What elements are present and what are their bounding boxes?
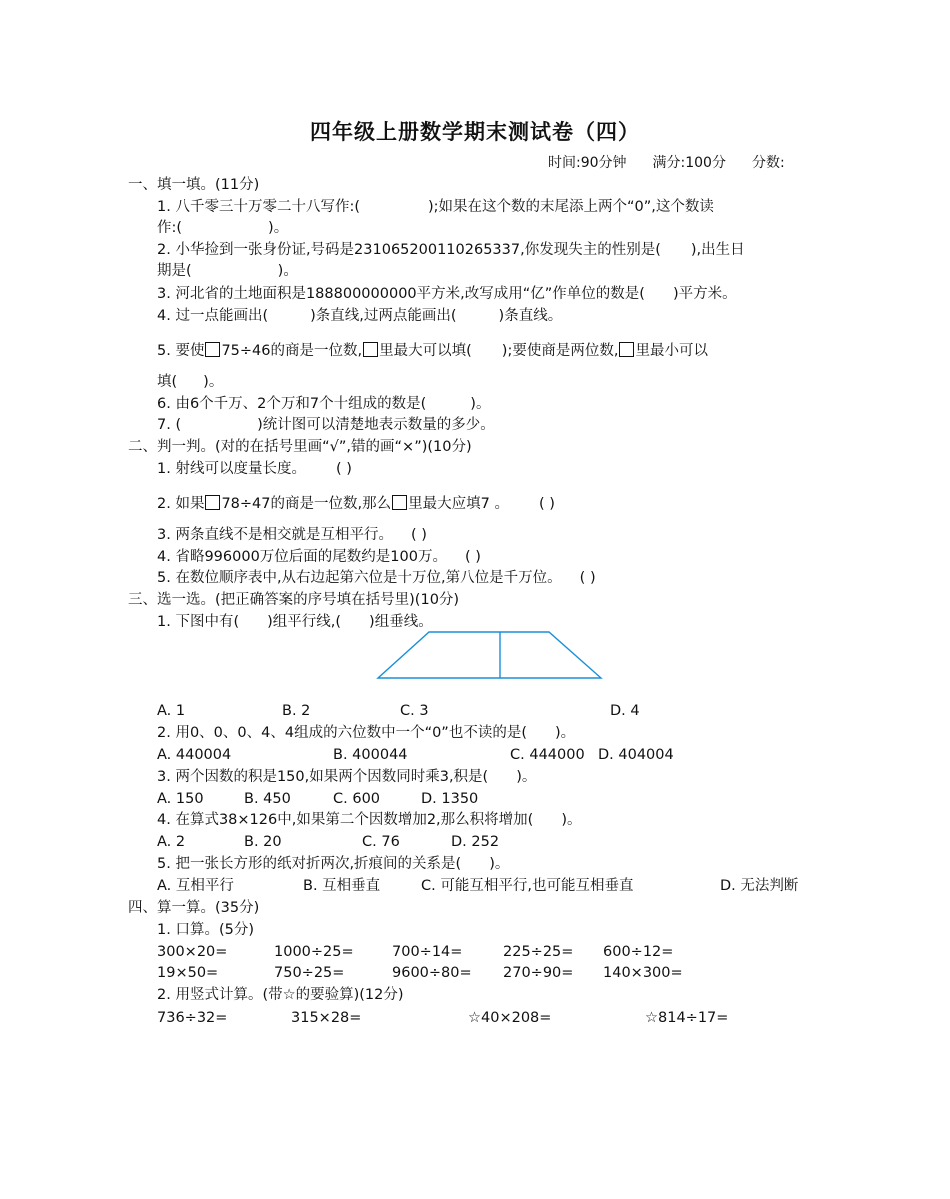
s3-q4-option-a[interactable]: A. 2 bbox=[157, 834, 186, 850]
s3-q2: 2. 用0、0、0、4、4组成的六位数中一个“0”也不读的是( )。 bbox=[157, 725, 576, 741]
mental-calc-item[interactable]: 300×20= bbox=[157, 944, 228, 960]
written-calc-item[interactable]: ☆814÷17= bbox=[645, 1010, 729, 1026]
s3-q4-option-b[interactable]: B. 20 bbox=[244, 834, 282, 850]
s1-q5-line1: 5. 要使 75÷46的商是一位数, 里最大可以填( );要使商是两位数, 里最小可以 bbox=[157, 343, 708, 359]
s3-q2-option-b[interactable]: B. 400044 bbox=[333, 747, 408, 763]
section-4-heading: 四、算一算。(35分) bbox=[128, 900, 260, 916]
written-calc-item[interactable]: ☆40×208= bbox=[468, 1010, 552, 1026]
judge-parens[interactable]: ( ) bbox=[335, 461, 352, 477]
exam-info bbox=[548, 152, 785, 172]
full-score-label: 满分:100分 bbox=[652, 155, 726, 171]
mental-calc-item[interactable]: 270÷90= bbox=[503, 965, 574, 981]
s3-q1: 1. 下图中有( )组平行线,( )组垂线。 bbox=[157, 614, 433, 630]
digit-box[interactable] bbox=[363, 342, 378, 357]
mental-calc-item[interactable]: 140×300= bbox=[603, 965, 683, 981]
s3-q1-option-b[interactable]: B. 2 bbox=[282, 703, 311, 719]
s3-q5-option-d[interactable]: D. 无法判断 bbox=[720, 878, 799, 894]
s3-q5: 5. 把一张长方形的纸对折两次,折痕间的关系是( )。 bbox=[157, 856, 510, 872]
s3-q2-option-a[interactable]: A. 440004 bbox=[157, 747, 232, 763]
s2-q2: 2. 如果 78÷47的商是一位数,那么 里最大应填7 。 ( ) bbox=[157, 496, 555, 512]
written-calc-item[interactable]: 736÷32= bbox=[157, 1010, 228, 1026]
trapezoid-outline bbox=[378, 632, 601, 678]
s3-q5-option-a[interactable]: A. 互相平行 bbox=[157, 878, 234, 894]
section-2-heading: 二、判一判。(对的在括号里画“√”,错的画“×”)(10分) bbox=[128, 439, 472, 455]
s3-q3-option-c[interactable]: C. 600 bbox=[333, 791, 381, 807]
s1-q3: 3. 河北省的土地面积是188800000000平方米,改写成用“亿”作单位的数是( )平方米。 bbox=[157, 286, 737, 302]
s3-q2-option-d[interactable]: D. 404004 bbox=[598, 747, 674, 763]
mental-calc-item[interactable]: 750÷25= bbox=[274, 965, 345, 981]
digit-box[interactable] bbox=[205, 495, 220, 510]
s2-q3: 3. 两条直线不是相交就是互相平行。 ( ) bbox=[157, 527, 427, 543]
s1-q1-line1: 1. 八千零三十万零二十八写作:( );如果在这个数的末尾添上两个“0”,这个数读 bbox=[157, 199, 714, 215]
mental-calc-item[interactable]: 19×50= bbox=[157, 965, 219, 981]
s3-q2-option-c[interactable]: C. 444000 bbox=[510, 747, 585, 763]
s3-q3-option-a[interactable]: A. 150 bbox=[157, 791, 204, 807]
written-calc-item[interactable]: 315×28= bbox=[291, 1010, 362, 1026]
s3-q1-option-d[interactable]: D. 4 bbox=[610, 703, 640, 719]
s4-q2-label: 2. 用竖式计算。(带☆的要验算)(12分) bbox=[157, 987, 404, 1003]
mental-calc-item[interactable]: 225÷25= bbox=[503, 944, 574, 960]
s2-q1: 1. 射线可以度量长度。 ( ) bbox=[157, 461, 352, 477]
s3-q4: 4. 在算式38×126中,如果第二个因数增加2,那么积将增加( )。 bbox=[157, 812, 582, 828]
s4-q1-label: 1. 口算。(5分) bbox=[157, 922, 254, 938]
section-3-heading: 三、选一选。(把正确答案的序号填在括号里)(10分) bbox=[128, 592, 460, 608]
s2-q5: 5. 在数位顺序表中,从右边起第六位是十万位,第八位是千万位。 ( ) bbox=[157, 570, 596, 586]
s1-q6: 6. 由6个千万、2个万和7个十组成的数是( )。 bbox=[157, 396, 491, 412]
digit-box[interactable] bbox=[205, 342, 220, 357]
time-label: 时间:90分钟 bbox=[548, 155, 627, 171]
s2-q4: 4. 省略996000万位后面的尾数约是100万。 ( ) bbox=[157, 549, 481, 565]
s1-q4: 4. 过一点能画出( )条直线,过两点能画出( )条直线。 bbox=[157, 308, 563, 324]
mental-calc-item[interactable]: 9600÷80= bbox=[392, 965, 472, 981]
judge-parens[interactable]: ( ) bbox=[464, 549, 481, 565]
s1-q7: 7. ( )统计图可以清楚地表示数量的多少。 bbox=[157, 417, 495, 433]
s1-q5-line2: 填( )。 bbox=[157, 374, 224, 390]
digit-box[interactable] bbox=[619, 342, 634, 357]
digit-box[interactable] bbox=[392, 495, 407, 510]
mental-calc-item[interactable]: 1000÷25= bbox=[274, 944, 354, 960]
s3-q4-option-d[interactable]: D. 252 bbox=[451, 834, 500, 850]
s3-q4-option-c[interactable]: C. 76 bbox=[362, 834, 400, 850]
s3-q3-option-b[interactable]: B. 450 bbox=[244, 791, 291, 807]
judge-parens[interactable]: ( ) bbox=[579, 570, 596, 586]
s3-q3: 3. 两个因数的积是150,如果两个因数同时乘3,积是( )。 bbox=[157, 769, 537, 785]
trapezoid-figure bbox=[376, 629, 604, 681]
score-label: 分数: bbox=[751, 155, 785, 171]
s3-q3-option-d[interactable]: D. 1350 bbox=[421, 791, 479, 807]
s1-q1-line2: 作:( )。 bbox=[157, 220, 289, 236]
s3-q5-option-b[interactable]: B. 互相垂直 bbox=[303, 878, 381, 894]
mental-calc-item[interactable]: 600÷12= bbox=[603, 944, 674, 960]
s3-q1-option-c[interactable]: C. 3 bbox=[400, 703, 429, 719]
s3-q5-option-c[interactable]: C. 可能互相平行,也可能互相垂直 bbox=[421, 878, 634, 894]
page-title: 四年级上册数学期末测试卷（四） bbox=[310, 119, 640, 144]
s1-q2-line1: 2. 小华捡到一张身份证,号码是23106520011026533​7,你发现失主的性别是( ),出生日 bbox=[157, 242, 745, 258]
section-1-heading: 一、填一填。(11分) bbox=[128, 177, 260, 193]
s1-q2-line2: 期是( )。 bbox=[157, 263, 298, 279]
s3-q1-option-a[interactable]: A. 1 bbox=[157, 703, 186, 719]
judge-parens[interactable]: ( ) bbox=[410, 527, 427, 543]
judge-parens[interactable]: ( ) bbox=[538, 496, 555, 512]
mental-calc-item[interactable]: 700÷14= bbox=[392, 944, 463, 960]
